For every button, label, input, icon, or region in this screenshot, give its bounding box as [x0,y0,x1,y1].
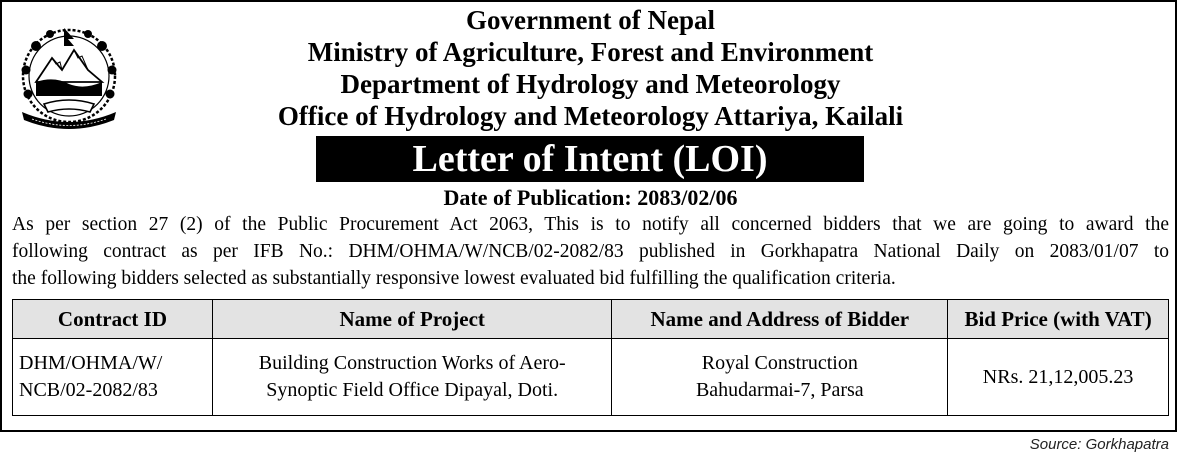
column-header-bidder: Name and Address of Bidder [612,300,948,339]
project-name-line: Synoptic Field Office Dipayal, Doti. [266,379,559,401]
body-line: As per section 27 (2) of the Public Procurement Act 2063, This is to notify all concerned bidders that we are going to award the [12,214,1169,235]
bidder-name: Royal Construction [701,352,858,374]
bidder-cell [612,339,948,416]
contract-id-cell [13,339,213,416]
government-title: Government of Nepal [466,5,715,35]
contract-id-line: NCB/02-2082/83 [19,379,158,401]
body-line: the following bidders selected as substantially responsive lowest evaluated bid fulfilling the qualification criteria. [12,268,896,289]
column-header-contract-id: Contract ID [13,300,213,339]
table-header-row [13,300,1169,339]
notice-body [12,211,1169,292]
department-title: Department of Hydrology and Meteorology [340,69,841,99]
publication-date: Date of Publication: 2083/02/06 [443,185,738,210]
table-row [13,339,1169,416]
body-line: following contract as per IFB No.: DHM/OHMA/W/NCB/02-2082/83 published in Gorkhapatra National Daily on 2083/01/07 to [12,241,1169,262]
office-title: Office of Hydrology and Meteorology Attariya, Kailali [277,101,904,131]
column-header-project: Name of Project [212,300,612,339]
bidder-address: Bahudarmai-7, Parsa [695,379,864,401]
project-name-cell [212,339,612,416]
column-header-bid-price: Bid Price (with VAT) [948,300,1169,339]
project-name-line: Building Construction Works of Aero- [258,352,566,374]
ministry-title: Ministry of Agriculture, Forest and Environment [307,37,874,67]
loi-title-banner: Letter of Intent (LOI) [316,136,864,182]
contract-table [12,299,1169,416]
source-credit: Source: Gorkhapatra [1029,436,1169,453]
bid-price-cell: NRs. 21,12,005.23 [948,339,1169,416]
contract-id-line: DHM/OHMA/W/ [19,352,163,374]
